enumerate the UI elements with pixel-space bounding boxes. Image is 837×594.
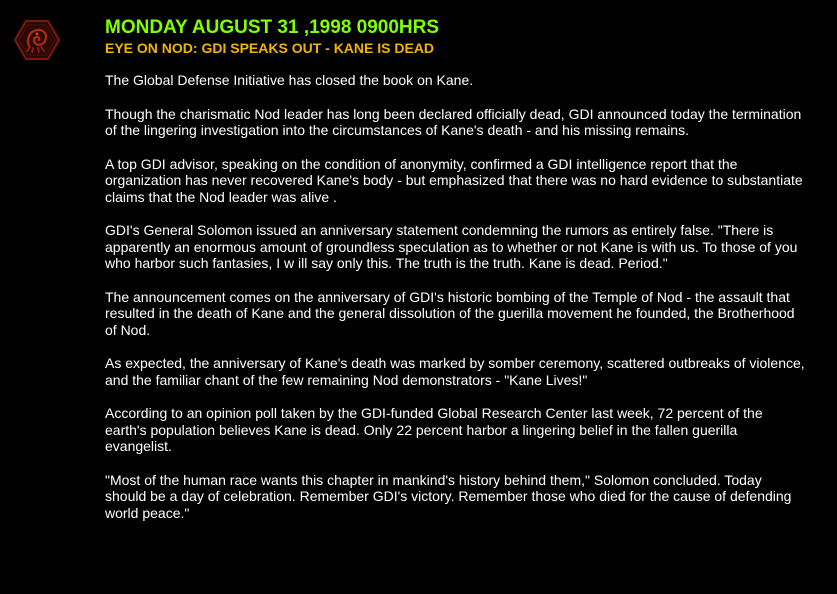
news-article (105, 16, 805, 538)
article-paragraph-6: As expected, the anniversary of Kane's death was marked by somber ceremony, scattered outbreaks of violence, and the familiar chant of the few remaining Nod demonstrators - "Kane Lives!" (105, 355, 805, 388)
nod-scorpion-icon (14, 20, 60, 60)
article-paragraph-4: GDI's General Solomon issued an anniversary statement condemning the rumors as entirely false. "There is apparently an enormous amount of groundless speculation as to whether or not Kane is with us. To those of you who harbor such fantasies, I w ill say only this. The truth is the truth. Kane is dead. Period." (105, 222, 798, 271)
dateline: MONDAY AUGUST 31 ,1998 0900HRS (105, 17, 440, 38)
article-paragraph-7: According to an opinion poll taken by the GDI-funded Global Research Center last week, 72 percent of the earth's population believes Kane is dead. Only 22 percent harbor a lingering belief in the fallen guerilla evangelist. (105, 405, 763, 454)
headline: EYE ON NOD: GDI SPEAKS OUT - KANE IS DEAD (105, 40, 435, 56)
article-paragraph-2: Though the charismatic Nod leader has long been declared officially dead, GDI announced today the termination of the lingering investigation into the circumstances of Kane's death - and his missing remains. (105, 105, 802, 138)
article-paragraph-8: "Most of the human race wants this chapter in mankind's history behind them," Solomon concluded. Today should be a day of celebration. Remember GDI's victory. Remember those who died for the cause of defending world peace." (105, 471, 792, 521)
nod-logo (14, 20, 60, 60)
article-paragraph-3: A top GDI advisor, speaking on the condition of anonymity, confirmed a GDI intelligence report that the organization has never recovered Kane's body - but emphasized that there was no hard evidence to substantiate claims that the Nod leader was alive . (105, 155, 803, 205)
article-paragraph-5: The announcement comes on the anniversary of GDI's historic bombing of the Temple of Nod - the assault that resulted in the death of Kane and the general dissolution of the guerilla movement he founded, the Brotherhood of Nod. (105, 288, 795, 338)
article-paragraph-1: The Global Defense Initiative has closed the book on Kane. (105, 72, 474, 88)
